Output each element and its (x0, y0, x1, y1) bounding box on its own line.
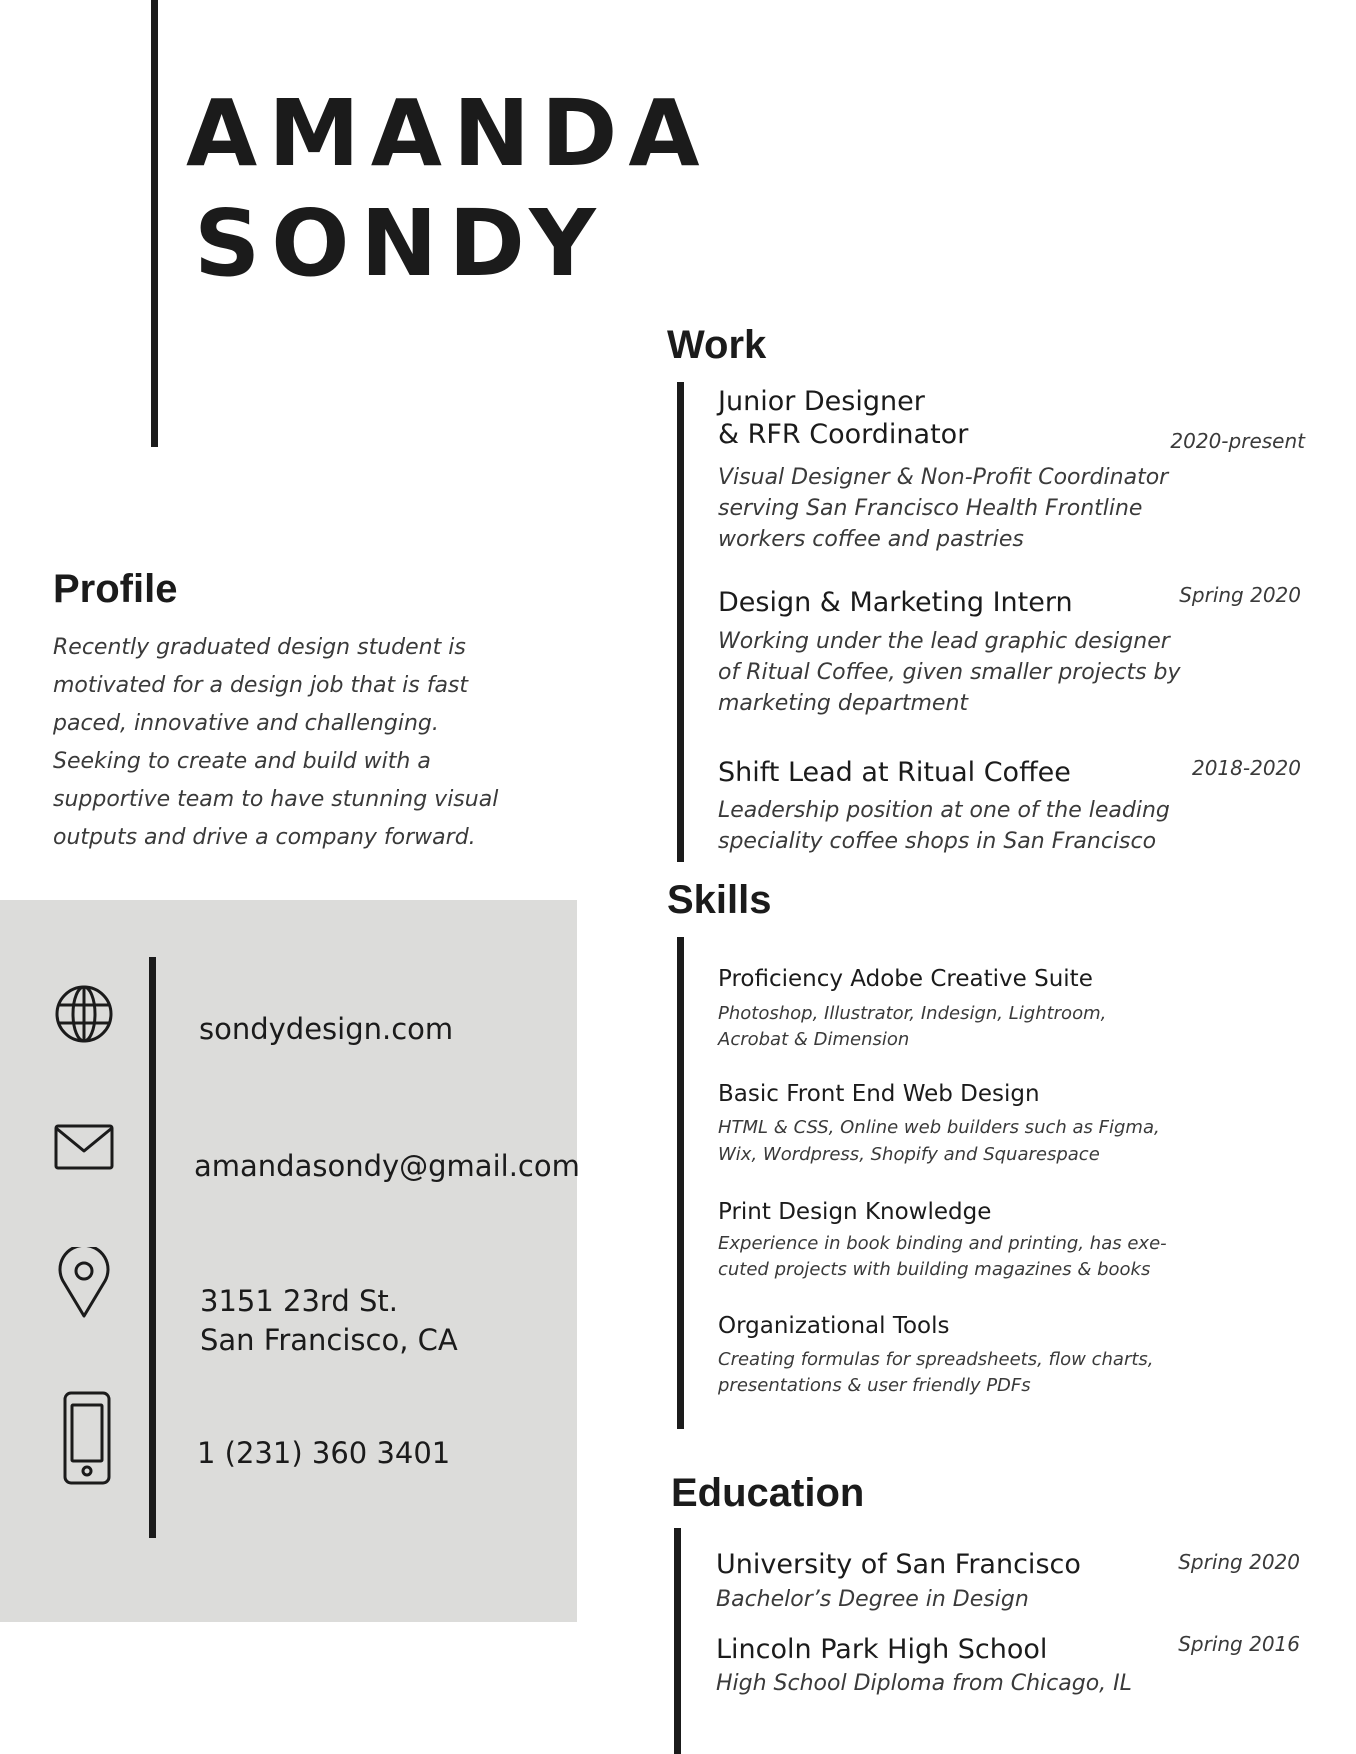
globe-icon (49, 964, 119, 1064)
skills-accent-bar (677, 937, 684, 1429)
job-description: of Ritual Coffee, given smaller projects by (718, 660, 1181, 685)
email-link[interactable]: amandasondy@gmail.com (194, 1149, 580, 1183)
education-date: Spring 2020 (1178, 1550, 1300, 1574)
phone-link[interactable]: 1 (231) 360 3401 (197, 1436, 451, 1470)
job-description: Visual Designer & Non-Profit Coordinator (718, 465, 1169, 490)
profile-line: outputs and drive a company forward. (53, 825, 476, 850)
skill-description: HTML & CSS, Online web builders such as Figma, (718, 1117, 1160, 1138)
job-title: Design & Marketing Intern (718, 587, 1073, 618)
name-accent-bar (151, 0, 158, 447)
profile-line: supportive team to have stunning visual (53, 787, 499, 812)
skill-description: Photoshop, Illustrator, Indesign, Lightroom, (718, 1003, 1107, 1024)
education-heading: Education (671, 1471, 865, 1515)
profile-line: motivated for a design job that is fast (53, 673, 469, 698)
profile-line: Recently graduated design student is (53, 635, 466, 660)
job-description: Leadership position at one of the leading (718, 798, 1170, 823)
skill-description: Acrobat & Dimension (718, 1029, 910, 1050)
degree-name: Bachelor’s Degree in Design (716, 1587, 1029, 1612)
location-pin-icon (49, 1233, 119, 1333)
school-name: Lincoln Park High School (716, 1634, 1048, 1665)
job-date: Spring 2020 (1179, 583, 1301, 607)
job-description: Working under the lead graphic designer (718, 629, 1170, 654)
skill-title: Proficiency Adobe Creative Suite (718, 966, 1093, 992)
smartphone-icon (52, 1388, 122, 1488)
profile-heading: Profile (53, 567, 178, 611)
skill-title: Organizational Tools (718, 1313, 950, 1339)
skills-heading: Skills (667, 878, 772, 922)
skill-description: cuted projects with building magazines & books (718, 1259, 1151, 1280)
job-description: marketing department (718, 691, 969, 716)
profile-summary (53, 629, 523, 857)
job-description: serving San Francisco Health Frontline (718, 496, 1143, 521)
profile-line: paced, innovative and challenging. (53, 711, 439, 736)
address-line-1: 3151 23rd St. (200, 1284, 398, 1318)
degree-name: High School Diploma from Chicago, IL (716, 1671, 1132, 1696)
job-title: Junior Designer (718, 386, 925, 417)
skill-title: Basic Front End Web Design (718, 1081, 1040, 1107)
job-title: Shift Lead at Ritual Coffee (718, 757, 1071, 788)
school-name: University of San Francisco (716, 1549, 1081, 1580)
job-date: 2020-present (1170, 429, 1305, 453)
profile-line: Seeking to create and build with a (53, 749, 431, 774)
first-name: AMANDA (186, 80, 711, 187)
skill-description: Wix, Wordpress, Shopify and Squarespace (718, 1144, 1100, 1165)
education-date: Spring 2016 (1178, 1632, 1300, 1656)
contact-panel (0, 900, 580, 1622)
contact-divider-bar (149, 957, 156, 1538)
address-line-2: San Francisco, CA (200, 1323, 458, 1357)
skill-description: Creating formulas for spreadsheets, flow charts, (718, 1349, 1154, 1370)
skill-description: Experience in book binding and printing, has exe- (718, 1233, 1167, 1254)
job-date: 2018-2020 (1191, 756, 1301, 780)
education-accent-bar (674, 1528, 681, 1754)
job-title: & RFR Coordinator (718, 419, 969, 450)
job-description: speciality coffee shops in San Francisco (718, 829, 1157, 854)
work-heading: Work (667, 323, 767, 367)
work-accent-bar (677, 382, 684, 862)
last-name: SONDY (194, 190, 607, 297)
envelope-icon (49, 1097, 119, 1197)
skill-description: presentations & user friendly PDFs (718, 1375, 1031, 1396)
skill-title: Print Design Knowledge (718, 1199, 992, 1225)
website-link[interactable]: sondydesign.com (199, 1012, 454, 1046)
job-description: workers coffee and pastries (718, 527, 1024, 552)
